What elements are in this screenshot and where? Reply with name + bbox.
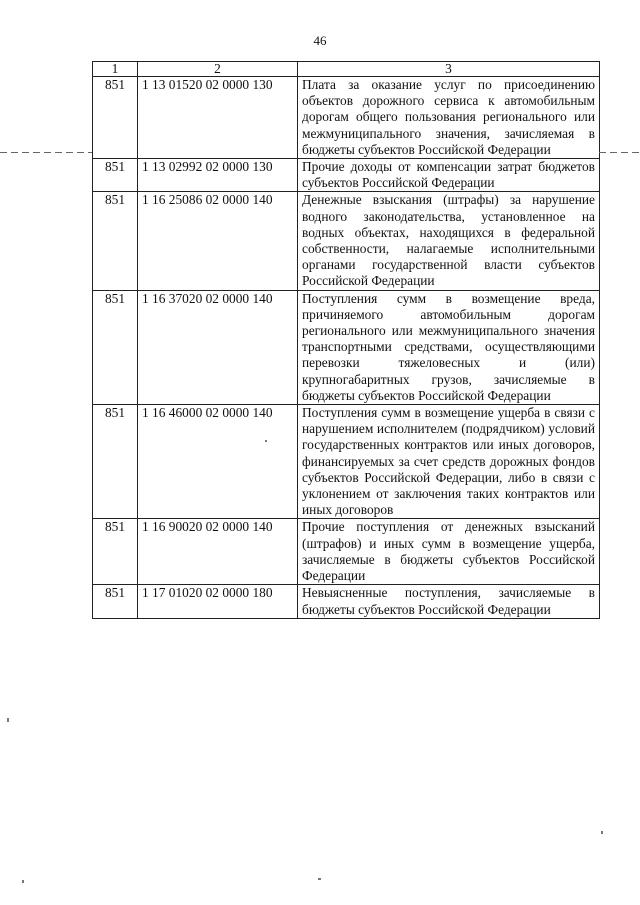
- revenue-code-cell: 1 16 46000 02 0000 140: [138, 405, 298, 519]
- table-row: [93, 159, 600, 192]
- revenue-name-cell: Прочие поступления от денежных взысканий (штрафов) и иных сумм в возмещение ущерба, зачисляемые в бюджеты субъектов Российской Федерации: [298, 519, 600, 585]
- table-row: [93, 77, 600, 159]
- scan-speck: [7, 718, 9, 722]
- admin-code-cell: 851: [93, 192, 138, 290]
- table-row: [93, 405, 600, 519]
- scan-speck: [318, 878, 321, 880]
- revenue-code-cell: 1 16 37020 02 0000 140: [138, 290, 298, 404]
- header-col-2: 2: [138, 62, 298, 77]
- scan-dash-line-right: [599, 152, 640, 153]
- header-row: [93, 62, 600, 77]
- revenue-code-cell: 1 17 01020 02 0000 180: [138, 585, 298, 618]
- header-col-3: 3: [298, 62, 600, 77]
- scan-speck: [601, 831, 603, 834]
- revenue-name-cell: Плата за оказание услуг по присоединению объектов дорожного сервиса к автомобильным дорогам общего пользования регионального или межмуниципального значения, зачисляемая в бюджеты субъектов Российской Федерации: [298, 77, 600, 159]
- admin-code-cell: 851: [93, 405, 138, 519]
- table-body: [93, 77, 600, 619]
- revenue-name-cell: Невыясненные поступления, зачисляемые в бюджеты субъектов Российской Федерации: [298, 585, 600, 618]
- revenue-codes-table: [92, 61, 600, 619]
- admin-code-cell: 851: [93, 519, 138, 585]
- revenue-name-cell: Денежные взыскания (штрафы) за нарушение водного законодательства, установленное на водных объектах, находящихся в федеральной собственности, налагаемые исполнительными органами государственной власти субъектов Российской Федерации: [298, 192, 600, 290]
- scan-speck: [22, 880, 24, 883]
- admin-code-cell: 851: [93, 77, 138, 159]
- table-row: [93, 585, 600, 618]
- page-number: 46: [313, 33, 327, 48]
- table-row: [93, 519, 600, 585]
- scan-speck: [265, 440, 267, 442]
- table-row: [93, 290, 600, 404]
- revenue-code-cell: 1 16 90020 02 0000 140: [138, 519, 298, 585]
- revenue-name-cell: Поступления сумм в возмещение вреда, причиняемого автомобильным дорогам регионального или межмуниципального значения транспортными средствами, осуществляющими перевозки тяжеловесных и (или) крупногабаритных грузов, зачисляемые в бюджеты субъектов Российской Федерации: [298, 290, 600, 404]
- admin-code-cell: 851: [93, 159, 138, 192]
- revenue-code-cell: 1 16 25086 02 0000 140: [138, 192, 298, 290]
- admin-code-cell: 851: [93, 585, 138, 618]
- admin-code-cell: 851: [93, 290, 138, 404]
- revenue-name-cell: Прочие доходы от компенсации затрат бюджетов субъектов Российской Федерации: [298, 159, 600, 192]
- scan-dash-line-left: [0, 152, 92, 153]
- revenue-code-cell: 1 13 01520 02 0000 130: [138, 77, 298, 159]
- table-row: [93, 192, 600, 290]
- revenue-code-cell: 1 13 02992 02 0000 130: [138, 159, 298, 192]
- table-header: [93, 62, 600, 77]
- header-col-1: 1: [93, 62, 138, 77]
- revenue-name-cell: Поступления сумм в возмещение ущерба в связи с нарушением исполнителем (подрядчиком) условий государственных контрактов или иных договоров, финансируемых за счет средств дорожных фондов субъектов Российской Федерации, либо в связи с уклонением от заключения таких контрактов или иных договоров: [298, 405, 600, 519]
